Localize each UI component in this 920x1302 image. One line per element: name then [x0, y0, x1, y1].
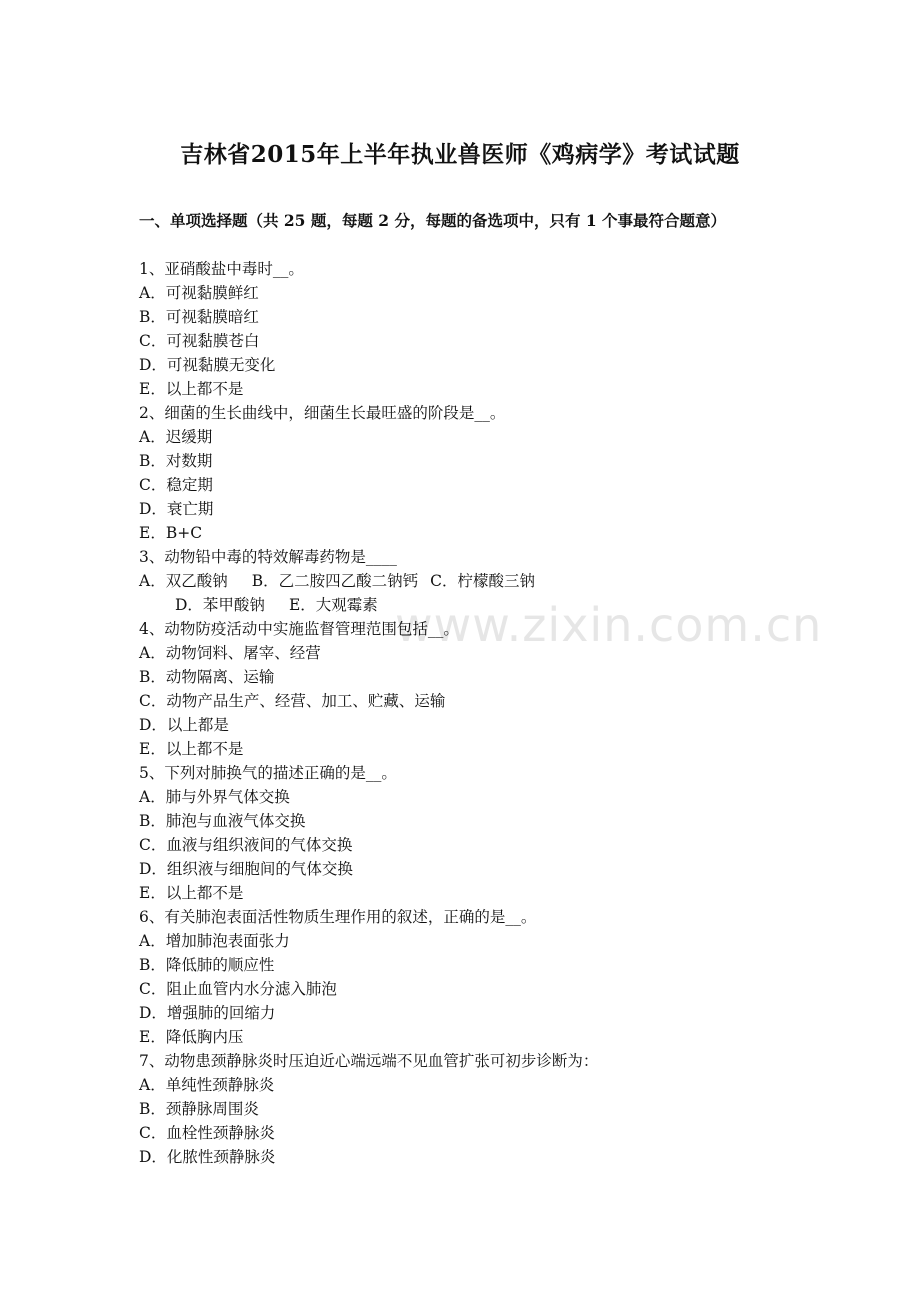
option-e: E．降低胸内压	[139, 1028, 244, 1046]
options-row-2	[139, 593, 799, 617]
option-b: B．颈静脉周围炎	[139, 1100, 259, 1118]
question-2	[139, 401, 799, 545]
option-d: D．以上都是	[139, 716, 229, 734]
question-stem: 2、细菌的生长曲线中，细菌生长最旺盛的阶段是__。	[139, 404, 506, 422]
watermark: www.zixin.com.cn	[395, 598, 823, 652]
option-b: B．对数期	[139, 452, 213, 470]
option-d: D．可视黏膜无变化	[139, 356, 276, 374]
question-3	[139, 545, 799, 617]
option-b: B．乙二胺四乙酸二钠钙	[251, 572, 419, 590]
question-4	[139, 617, 799, 761]
page-title: 吉林省2015年上半年执业兽医师《鸡病学》考试试题	[180, 141, 740, 168]
option-b: B．降低肺的顺应性	[139, 956, 275, 974]
question-stem: 7、动物患颈静脉炎时压迫近心端远端不见血管扩张可初步诊断为：	[139, 1052, 599, 1070]
option-a: A．增加肺泡表面张力	[139, 932, 290, 950]
option-a: A．肺与外界气体交换	[139, 788, 290, 806]
option-c: C．血栓性颈静脉炎	[139, 1124, 275, 1142]
option-d: D．衰亡期	[139, 500, 214, 518]
options-row-1	[139, 569, 799, 593]
option-e: E．以上都不是	[139, 740, 244, 758]
option-c: C．柠檬酸三钠	[430, 572, 535, 590]
question-5	[139, 761, 799, 905]
question-list	[139, 257, 799, 1169]
option-c: C．可视黏膜苍白	[139, 332, 260, 350]
question-7	[139, 1049, 799, 1169]
option-a: A．双乙酸钠	[139, 572, 228, 590]
option-d: D．苯甲酸钠	[175, 596, 265, 614]
option-c: C．血液与组织液间的气体交换	[139, 836, 353, 854]
option-d: D．组织液与细胞间的气体交换	[139, 860, 353, 878]
question-1	[139, 257, 799, 401]
question-stem: 6、有关肺泡表面活性物质生理作用的叙述，正确的是__。	[139, 908, 537, 926]
option-c: C．阻止血管内水分滤入肺泡	[139, 980, 337, 998]
option-b: B．动物隔离、运输	[139, 668, 275, 686]
question-stem: 1、亚硝酸盐中毒时__。	[139, 260, 304, 278]
question-6	[139, 905, 799, 1049]
question-stem: 4、动物防疫活动中实施监督管理范围包括__。	[139, 620, 459, 638]
option-a: A．可视黏膜鲜红	[139, 284, 259, 302]
option-a: A．动物饲料、屠宰、经营	[139, 644, 321, 662]
question-stem: 3、动物铅中毒的特效解毒药物是____	[139, 548, 397, 566]
option-e: E．大观霉素	[288, 596, 378, 614]
option-c: C．稳定期	[139, 476, 213, 494]
option-e: E．以上都不是	[139, 380, 244, 398]
question-stem: 5、下列对肺换气的描述正确的是__。	[139, 764, 397, 782]
option-a: A．迟缓期	[139, 428, 213, 446]
section-heading: 一、单项选择题（共 25 题，每题 2 分，每题的备选项中，只有 1 个事最符合题意）	[139, 211, 727, 230]
option-e: E．以上都不是	[139, 884, 244, 902]
option-d: D．增强肺的回缩力	[139, 1004, 276, 1022]
option-d: D．化脓性颈静脉炎	[139, 1148, 276, 1166]
option-c: C．动物产品生产、经营、加工、贮藏、运输	[139, 692, 446, 710]
option-a: A．单纯性颈静脉炎	[139, 1076, 275, 1094]
option-e: E．B+C	[139, 524, 203, 542]
option-b: B．可视黏膜暗红	[139, 308, 259, 326]
option-b: B．肺泡与血液气体交换	[139, 812, 306, 830]
